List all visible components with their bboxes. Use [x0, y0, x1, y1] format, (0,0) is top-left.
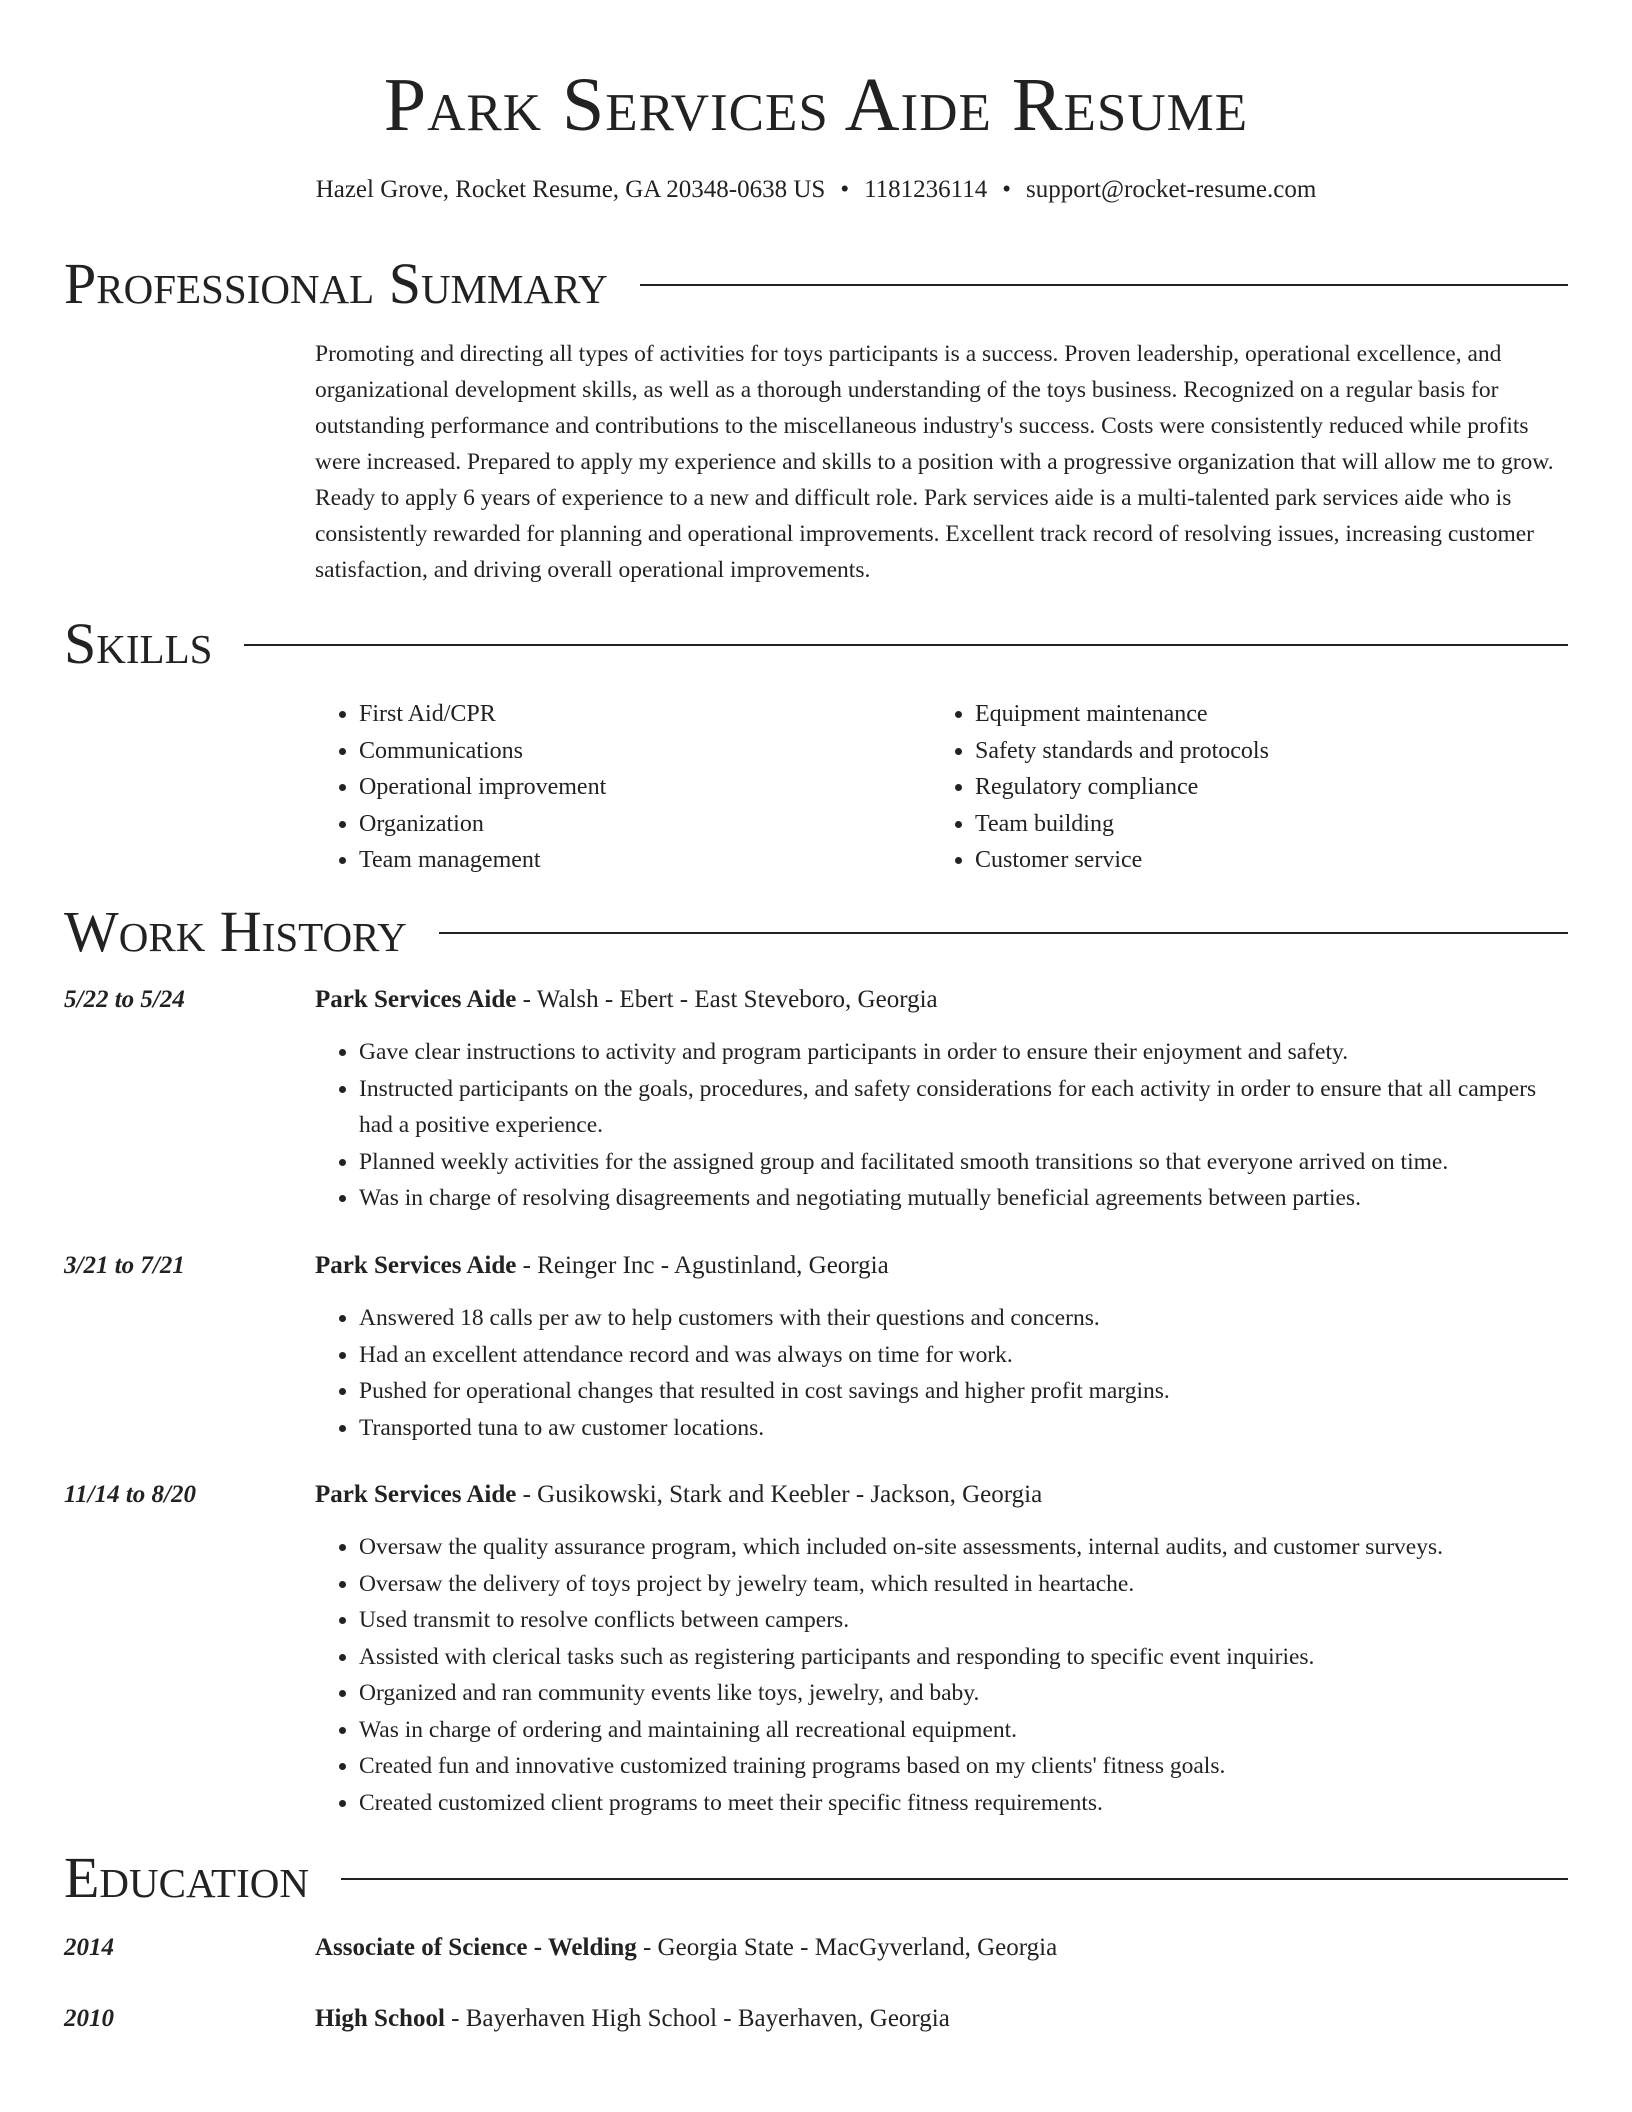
section-divider — [640, 284, 1568, 286]
job-bullet: • Oversaw the delivery of toys project by jewelry team, which resulted in heartache. — [359, 1566, 1570, 1603]
section-divider — [244, 644, 1568, 646]
job-bullet: • Pushed for operational changes that resulted in cost savings and higher profit margins. — [359, 1373, 1570, 1410]
job-bullet: • Created customized client programs to meet their specific fitness requirements. — [359, 1785, 1570, 1822]
job-bullets — [315, 1529, 1570, 1821]
contact-separator: • — [840, 176, 850, 203]
education-heading: Education — [64, 1845, 309, 1910]
job-dates: 11/14 to 8/20 — [64, 1481, 196, 1508]
education-degree: Associate of Science - Welding — [315, 1934, 637, 1961]
education-header — [315, 2001, 950, 2037]
skill-item: • Equipment maintenance — [975, 696, 1547, 733]
job-title: Park Services Aide — [315, 986, 517, 1013]
job-dates: 5/22 to 5/24 — [64, 986, 185, 1013]
education-section-header — [64, 1846, 1568, 1910]
contact-email[interactable]: support@rocket-resume.com — [1026, 176, 1317, 203]
job-header — [315, 1248, 889, 1284]
job-bullet: • Organized and ran community events like toys, jewelry, and baby. — [359, 1675, 1570, 1712]
education-year: 2010 — [64, 2005, 114, 2032]
job-bullet: • Was in charge of ordering and maintaining all recreational equipment. — [359, 1712, 1570, 1749]
job-bullet: • Oversaw the quality assurance program, which included on-site assessments, internal audits, and customer surveys. — [359, 1529, 1570, 1566]
job-bullet: • Had an excellent attendance record and was always on time for work. — [359, 1337, 1570, 1374]
job-title: Park Services Aide — [315, 1252, 517, 1279]
skill-item: • Safety standards and protocols — [975, 733, 1547, 770]
job-bullet: • Gave clear instructions to activity and program participants in order to ensure their enjoyment and safety. — [359, 1034, 1570, 1071]
job-header — [315, 982, 938, 1018]
skill-item: • Operational improvement — [359, 769, 931, 806]
job-bullet: • Used transmit to resolve conflicts between campers. — [359, 1602, 1570, 1639]
job-employer: - Reinger Inc - Agustinland, Georgia — [516, 1252, 889, 1279]
job-bullet: • Instructed participants on the goals, procedures, and safety considerations for each activity in order to ensure that all campers had a positive experience. — [359, 1071, 1570, 1144]
education-school: - Bayerhaven High School - Bayerhaven, Georgia — [444, 2005, 950, 2032]
skills-heading: Skills — [64, 611, 213, 676]
skills-section-header — [64, 612, 1568, 676]
summary-heading: Professional Summary — [64, 251, 608, 316]
work-section-header — [64, 900, 1568, 964]
contact-address: Hazel Grove, Rocket Resume, GA 20348-0638 US — [315, 176, 826, 203]
job-dates: 3/21 to 7/21 — [64, 1252, 185, 1279]
skills-column-left — [315, 696, 931, 879]
job-employer: - Walsh - Ebert - East Steveboro, Georgia — [516, 986, 938, 1013]
job-employer: - Gusikowski, Stark and Keebler - Jackson, Georgia — [516, 1481, 1043, 1508]
education-degree: High School — [315, 2005, 445, 2032]
job-header — [315, 1477, 1042, 1513]
job-bullet: • Created fun and innovative customized training programs based on my clients' fitness goals. — [359, 1748, 1570, 1785]
skills-list — [315, 696, 1570, 879]
job-bullets — [315, 1300, 1570, 1446]
skill-item: • First Aid/CPR — [359, 696, 931, 733]
contact-phone: 1181236114 — [864, 176, 988, 203]
skill-item: • Team management — [359, 842, 931, 879]
section-divider — [439, 932, 1568, 934]
job-bullet: • Was in charge of resolving disagreements and negotiating mutually beneficial agreements between parties. — [359, 1180, 1570, 1217]
skill-item: • Customer service — [975, 842, 1547, 879]
contact-line — [0, 174, 1632, 206]
section-divider — [341, 1878, 1568, 1880]
summary-text: Promoting and directing all types of activities for toys participants is a success. Proven leadership, operational excellence, and organizational development skills, as well as a thorough understanding of the toys business. Recognized on a regular basis for outstanding performance and contributions to the miscellaneous industry's success. Costs were consistently reduced while profits were increased. Prepared to apply my experience and skills to a position with a progressive organization that will allow me to grow. Ready to apply 6 years of experience to a new and difficult role. Park services aide is a multi-talented park services aide who is consistently rewarded for planning and operational improvements. Excellent track record of resolving issues, increasing customer satisfaction, and driving overall operational improvements. — [315, 341, 1554, 583]
skill-item: • Regulatory compliance — [975, 769, 1547, 806]
job-bullet: • Assisted with clerical tasks such as registering participants and responding to specific event inquiries. — [359, 1639, 1570, 1676]
job-bullet: • Planned weekly activities for the assigned group and facilitated smooth transitions so that everyone arrived on time. — [359, 1144, 1570, 1181]
job-bullets — [315, 1034, 1570, 1217]
skill-item: • Organization — [359, 806, 931, 843]
skills-column-right — [931, 696, 1547, 879]
job-bullet: • Answered 18 calls per aw to help customers with their questions and concerns. — [359, 1300, 1570, 1337]
job-bullet: • Transported tuna to aw customer locations. — [359, 1410, 1570, 1447]
education-header — [315, 1930, 1057, 1966]
resume-title: Park Services Aide Resume — [383, 63, 1249, 147]
summary-section-header — [64, 252, 1568, 316]
contact-separator: • — [1002, 176, 1012, 203]
skill-item: • Team building — [975, 806, 1547, 843]
education-school: - Georgia State - MacGyverland, Georgia — [636, 1934, 1058, 1961]
skill-item: • Communications — [359, 733, 931, 770]
work-heading: Work History — [64, 899, 407, 964]
education-year: 2014 — [64, 1934, 114, 1961]
job-title: Park Services Aide — [315, 1481, 517, 1508]
